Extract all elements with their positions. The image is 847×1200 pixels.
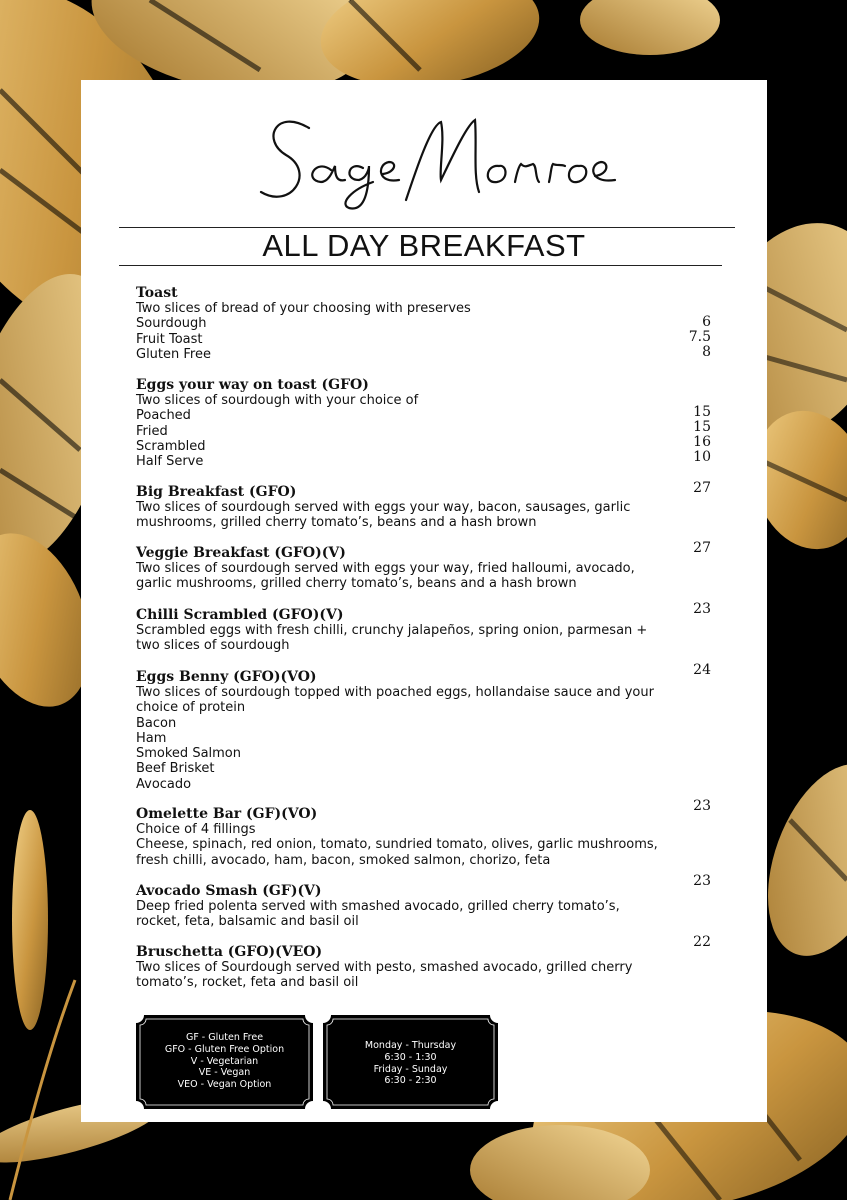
item-description: Two slices of sourdough with your choice of	[136, 393, 419, 408]
item-name: Bruschetta (GFO)(VEO)	[136, 944, 323, 960]
item-option: Smoked Salmon	[136, 746, 242, 762]
menu-item-toast	[136, 285, 726, 362]
item-option: Avocado	[136, 776, 192, 792]
item-price: 27	[693, 480, 711, 496]
item-description: two slices of sourdough	[136, 638, 290, 654]
item-description: Cheese, spinach, red onion, tomato, sundried tomato, olives, garlic mushrooms,	[136, 837, 658, 853]
item-price: 23	[693, 873, 711, 889]
item-description: Two slices of sourdough served with eggs your way, fried halloumi, avocado,	[136, 561, 635, 576]
item-option: Ham	[136, 730, 167, 746]
menu-item-big-breakfast	[136, 484, 726, 531]
section-heading: ALL DAY BREAKFAST	[262, 228, 586, 263]
legend-line: V - Vegetarian	[190, 1055, 259, 1067]
opening-hours	[323, 1015, 498, 1109]
menu-item-veggie-breakfast	[136, 545, 726, 592]
item-option: Fruit Toast	[136, 331, 203, 347]
legend-line: VE - Vegan	[198, 1067, 251, 1079]
item-description: Scrambled eggs with fresh chilli, crunchy jalapeños, spring onion, parmesan +	[136, 623, 648, 638]
item-price: 23	[693, 798, 711, 814]
menu-item-avocado-smash	[136, 883, 726, 930]
item-price: 10	[693, 449, 711, 465]
item-description: Deep fried polenta served with smashed avocado, grilled cherry tomato’s,	[136, 899, 620, 914]
menu-item-bruschetta	[136, 944, 726, 991]
legend-line: VEO - Vegan Option	[177, 1079, 272, 1091]
hours-line: 6:30 - 1:30	[384, 1051, 437, 1063]
item-price: 15	[693, 419, 711, 435]
item-price: 16	[693, 434, 711, 450]
item-name: Avocado Smash (GF)(V)	[136, 883, 322, 899]
item-option: Fried	[136, 423, 168, 439]
item-price: 7.5	[688, 329, 711, 345]
item-option: Sourdough	[136, 316, 207, 332]
menu-sheet	[81, 80, 767, 1122]
item-description: Two slices of sourdough topped with poached eggs, hollandaise sauce and your	[136, 685, 654, 700]
item-name: Eggs your way on toast (GFO)	[136, 377, 369, 393]
item-price: 23	[693, 601, 711, 617]
sage-monroe-logo	[231, 100, 631, 215]
item-name: Chilli Scrambled (GFO)(V)	[136, 607, 344, 623]
divider-bottom	[119, 265, 722, 266]
item-name: Eggs Benny (GFO)(VO)	[136, 669, 317, 685]
hours-line: Friday - Sunday	[373, 1063, 448, 1075]
item-name: Omelette Bar (GF)(VO)	[136, 806, 318, 822]
item-price: 6	[702, 314, 711, 330]
item-description: Two slices of Sourdough served with pesto, smashed avocado, grilled cherry	[136, 960, 633, 975]
item-description: choice of protein	[136, 700, 246, 716]
item-description: garlic mushrooms, grilled cherry tomato’s, beans and a hash brown	[136, 576, 577, 592]
legend-line: GF - Gluten Free	[185, 1032, 264, 1043]
item-description: rocket, feta, balsamic and basil oil	[136, 914, 359, 930]
hours-line: 6:30 - 2:30	[384, 1075, 437, 1087]
leaf-icon	[580, 0, 720, 55]
hours-line: Monday - Thursday	[364, 1040, 457, 1051]
dietary-legend	[136, 1015, 313, 1109]
menu-item-eggs-your-way	[136, 377, 726, 469]
item-option: Half Serve	[136, 454, 204, 470]
item-price: 24	[693, 662, 711, 678]
item-description: mushrooms, grilled cherry tomato’s, beans and a hash brown	[136, 515, 537, 531]
leaf-icon	[12, 810, 48, 1030]
item-price: 22	[693, 934, 711, 950]
item-name: Toast	[136, 285, 178, 301]
item-option: Bacon	[136, 715, 177, 731]
item-option: Scrambled	[136, 438, 206, 454]
item-option: Poached	[136, 408, 191, 424]
menu-item-chilli-scrambled	[136, 607, 726, 654]
item-description: Two slices of sourdough served with eggs your way, bacon, sausages, garlic	[136, 500, 631, 515]
legend-line: GFO - Gluten Free Option	[164, 1043, 285, 1055]
item-description: Choice of 4 fillings	[136, 822, 256, 837]
menu-item-eggs-benny	[136, 669, 726, 792]
item-description: tomato’s, rocket, feta and basil oil	[136, 975, 359, 991]
item-price: 15	[693, 404, 711, 420]
item-option: Beef Brisket	[136, 761, 215, 777]
item-description: fresh chilli, avocado, ham, bacon, smoked salmon, chorizo, feta	[136, 852, 551, 868]
item-description: Two slices of bread of your choosing with preserves	[136, 301, 471, 316]
item-name: Big Breakfast (GFO)	[136, 484, 297, 500]
item-option: Gluten Free	[136, 346, 211, 362]
item-name: Veggie Breakfast (GFO)(V)	[136, 545, 346, 561]
item-price: 27	[693, 540, 711, 556]
item-price: 8	[702, 344, 711, 360]
menu-item-omelette-bar	[136, 806, 726, 868]
